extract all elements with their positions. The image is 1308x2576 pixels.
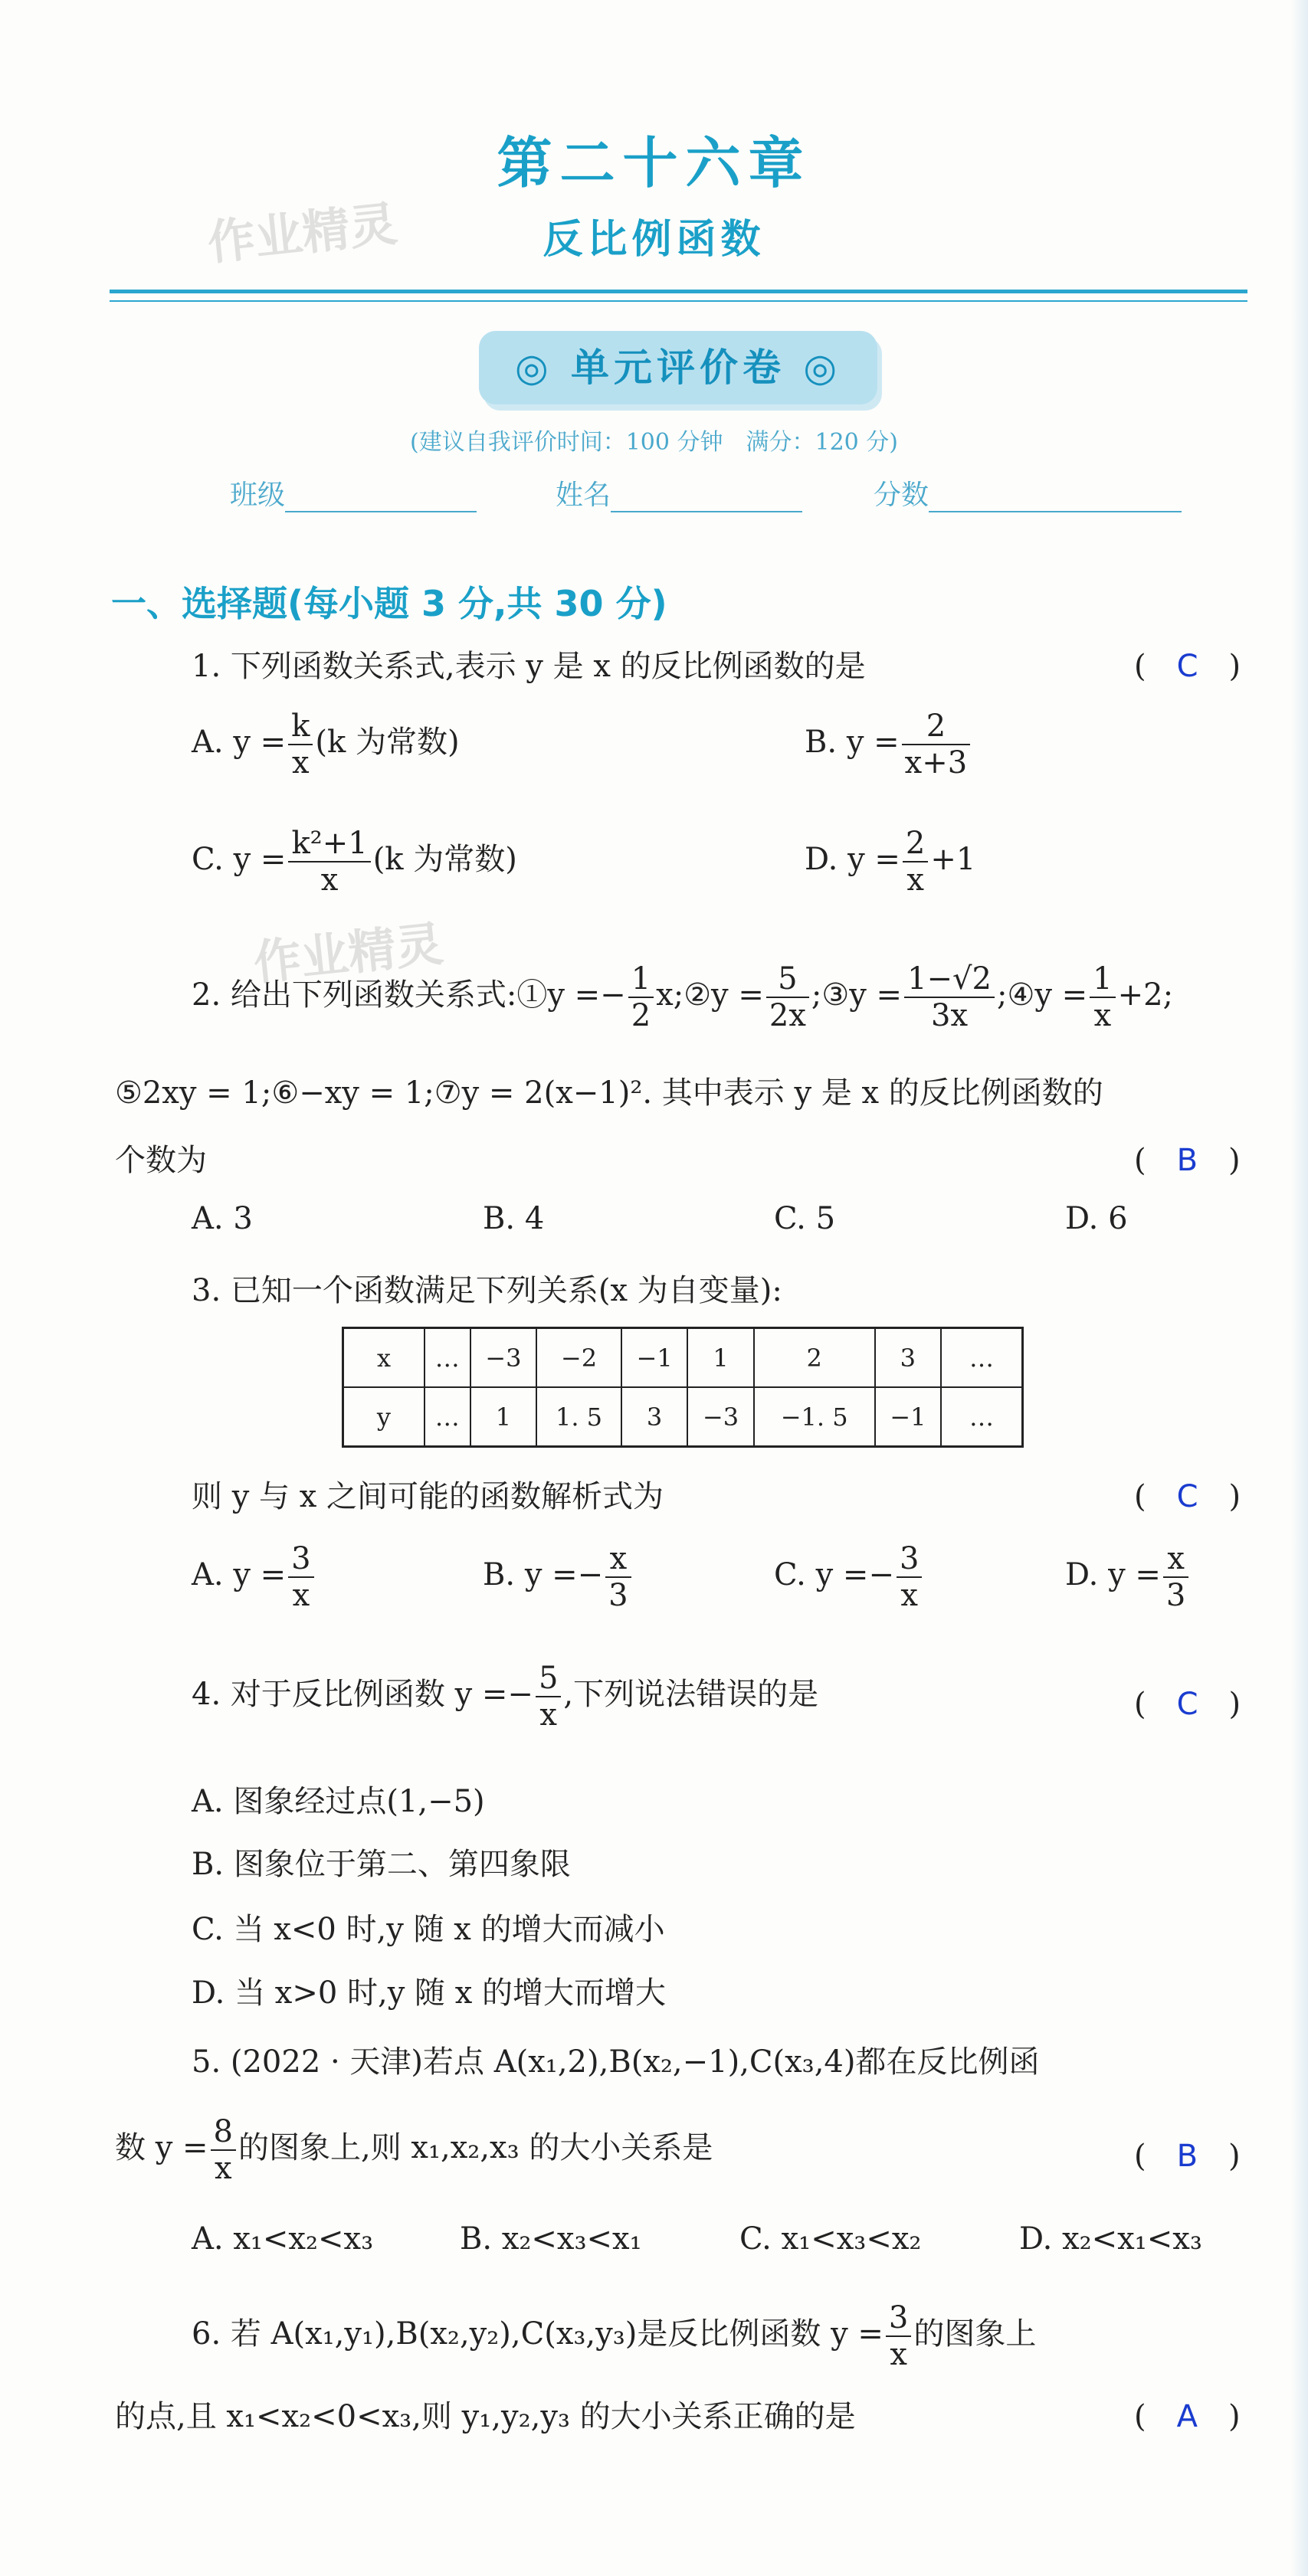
q1-option-a: A. y = $\frac{k}{x}$ (k 为常数) [192, 709, 460, 781]
q1-c-fraction: $\frac{\text{k²+1}}{x}$ [288, 826, 370, 898]
q1-option-d: D. y = $\frac{2}{x}$ +1 [805, 826, 976, 898]
q3-stem2: 则 y 与 x 之间可能的函数解析式为 [192, 1479, 664, 1514]
table-cell: −1. 5 [754, 1387, 875, 1447]
q2-line1: 2. 给出下列函数关系式:①y =− $\frac{1}{2}$ x;②y = $\frac{5}{2x}$ ;③y = $\frac{1-√2}{3x}$ ;④y = $\frac{1}{x}$ +2; [192, 961, 1174, 1033]
q6-line2: 的点,且 x₁<x₂<0<x₃,则 y₁,y₂,y₃ 的大小关系正确的是 [115, 2399, 856, 2434]
q3-answer: ( C ) [1134, 1479, 1241, 1514]
class-field[interactable] [230, 473, 477, 512]
q2-option-c: C. 5 [774, 1201, 836, 1236]
q5-line2: 数 y = $\frac{8}{x}$ 的图象上,则 x₁,x₂,x₃ 的大小关系是 [115, 2114, 713, 2186]
q1-b-fraction: $\frac{2}{x+3}$ [902, 709, 971, 781]
q3-option-c: C. y =− $\frac{3}{x}$ [774, 1541, 924, 1613]
table-row [343, 1387, 1023, 1447]
q5-option-c: C. x₁<x₃<x₂ [739, 2221, 922, 2257]
watermark-top: 作业精灵 [205, 195, 400, 271]
q3-option-a: A. y = $\frac{3}{x}$ [192, 1541, 316, 1613]
q5-option-a: A. x₁<x₂<x₃ [192, 2221, 374, 2257]
page-edge-shadow [1291, 0, 1308, 2576]
table-cell: … [941, 1328, 1022, 1388]
header-rule-bottom [110, 300, 1247, 302]
unit-test-badge: ◎ 单元评价卷 ◎ [479, 331, 877, 404]
section-title: 一、选择题(每小题 3 分,共 30 分) [111, 583, 667, 624]
table-cell: … [941, 1387, 1022, 1447]
class-blank[interactable] [285, 511, 477, 512]
q5-answer-letter: B [1176, 2139, 1198, 2174]
table-row [343, 1328, 1023, 1388]
q3-stem: 3. 已知一个函数满足下列关系(x 为自变量): [192, 1273, 782, 1308]
table-cell: −1 [621, 1328, 687, 1388]
table-cell: 1. 5 [536, 1387, 621, 1447]
q1-option-c: C. y = $\frac{\text{k²+1}}{x}$ (k 为常数) [192, 826, 517, 898]
table-cell: y [343, 1387, 425, 1447]
score-field[interactable] [874, 473, 1182, 512]
q4-answer: ( C ) [1134, 1687, 1241, 1722]
name-blank[interactable] [611, 511, 802, 512]
q6-answer-letter: A [1176, 2399, 1198, 2434]
chapter-subtitle: 反比例函数 [543, 217, 765, 263]
score-blank[interactable] [929, 511, 1182, 512]
q4-answer-letter: C [1176, 1687, 1198, 1722]
q6-line1: 6. 若 A(x₁,y₁),B(x₂,y₂),C(x₃,y₃)是反比例函数 y = $\frac{3}{x}$ 的图象上 [192, 2300, 1037, 2372]
table-cell: 3 [621, 1387, 687, 1447]
watermark-middle: 作业精灵 [251, 915, 446, 991]
score-label: 分数 [874, 480, 929, 511]
q4-option-b: B. 图象位于第二、第四象限 [192, 1847, 571, 1882]
q3-value-table [342, 1327, 1024, 1448]
name-label: 姓名 [556, 480, 611, 511]
q1-option-b: B. y = $\frac{2}{x+3}$ [805, 709, 972, 781]
q4-option-a: A. 图象经过点(1,−5) [192, 1784, 485, 1819]
q2-answer-letter: B [1176, 1143, 1198, 1178]
table-cell: … [425, 1328, 470, 1388]
q6-answer: ( A ) [1134, 2399, 1241, 2434]
q3-answer-letter: C [1176, 1479, 1198, 1514]
q4-option-c: C. 当 x<0 时,y 随 x 的增大而减小 [192, 1912, 665, 1947]
q2-line2: ⑤2xy = 1;⑥−xy = 1;⑦y = 2(x−1)². 其中表示 y 是 x 的反比例函数的 [115, 1075, 1103, 1111]
q3-option-d: D. y = $\frac{x}{3}$ [1065, 1541, 1191, 1613]
q4-option-d: D. 当 x>0 时,y 随 x 的增大而增大 [192, 1975, 667, 2011]
q1-d-fraction: $\frac{2}{x}$ [903, 826, 928, 898]
table-cell: −3 [687, 1387, 753, 1447]
q5-line1: 5. (2022 · 天津)若点 A(x₁,2),B(x₂,−1),C(x₃,4)都在反比例函 [192, 2044, 1040, 2080]
name-field[interactable] [556, 473, 802, 512]
table-cell: −2 [536, 1328, 621, 1388]
q2-option-b: B. 4 [483, 1201, 545, 1236]
q5-option-b: B. x₂<x₃<x₁ [460, 2221, 642, 2257]
q1-stem: 1. 下列函数关系式,表示 y 是 x 的反比例函数的是 [192, 649, 866, 684]
table-cell: 1 [470, 1387, 536, 1447]
q4-stem: 4. 对于反比例函数 y =− $\frac{5}{x}$ ,下列说法错误的是 [192, 1661, 819, 1733]
q1-a-fraction: $\frac{k}{x}$ [288, 709, 313, 781]
table-cell: −1 [875, 1387, 941, 1447]
table-cell: 2 [754, 1328, 875, 1388]
q2-option-d: D. 6 [1065, 1201, 1128, 1236]
q5-answer: ( B ) [1134, 2139, 1241, 2174]
class-label: 班级 [230, 480, 286, 511]
table-cell: 3 [875, 1328, 941, 1388]
header-rule-top [110, 290, 1247, 293]
table-cell: … [425, 1387, 470, 1447]
q2-line3: 个数为 [115, 1143, 207, 1178]
q2-option-a: A. 3 [192, 1201, 253, 1236]
time-advice: (建议自我评价时间：100 分钟 满分：120 分) [409, 429, 898, 456]
table-cell: −3 [470, 1328, 536, 1388]
q3-option-b: B. y =− $\frac{x}{3}$ [483, 1541, 634, 1613]
q2-answer: ( B ) [1134, 1143, 1241, 1178]
table-cell: 1 [687, 1328, 753, 1388]
q5-option-d: D. x₂<x₁<x₃ [1019, 2221, 1202, 2257]
chapter-title: 第二十六章 [497, 131, 811, 195]
q1-answer: ( C ) [1134, 649, 1241, 684]
table-cell: x [343, 1328, 425, 1388]
q1-answer-letter: C [1176, 649, 1198, 684]
